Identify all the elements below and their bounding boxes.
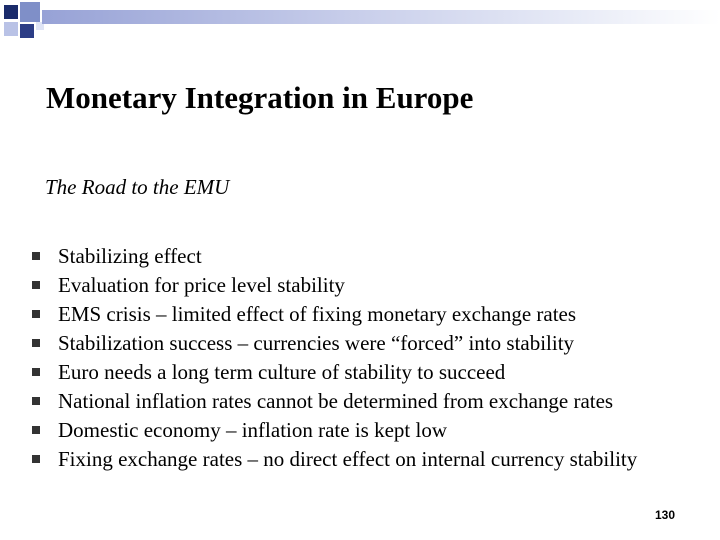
bullet-item [0,329,698,358]
slide-subtitle: The Road to the EMU [45,175,230,199]
bullet-item [0,271,698,300]
bullet-text: Evaluation for price level stability [58,273,345,297]
corner-square-icon [20,2,40,22]
corner-square-icon [4,5,18,19]
bullet-text: Domestic economy – inflation rate is kept low [58,418,447,442]
bullet-item [0,242,698,271]
top-gradient-bar [42,10,720,24]
bullet-text: Fixing exchange rates – no direct effect on internal currency stability [58,447,638,471]
slide-title: Monetary Integration in Europe [46,80,474,115]
bullet-text: Euro needs a long term culture of stability to succeed [58,360,506,384]
bullet-text: National inflation rates cannot be determined from exchange rates [58,389,614,413]
square-bullet-icon [32,310,40,318]
corner-square-icon [20,24,34,38]
bullet-text: EMS crisis – limited effect of fixing monetary exchange rates [58,302,577,326]
bullet-item [0,416,698,445]
bullet-item [0,387,698,416]
square-bullet-icon [32,426,40,434]
page-number: 130 [655,508,676,522]
square-bullet-icon [32,455,40,463]
square-bullet-icon [32,339,40,347]
bullet-item [0,445,698,474]
bullet-text: Stabilizing effect [58,244,202,268]
bullet-list [0,242,698,474]
bullet-text: Stabilization success – currencies were “forced” into stability [58,331,575,355]
square-bullet-icon [32,397,40,405]
corner-square-icon [4,22,18,36]
bullet-item [0,300,698,329]
square-bullet-icon [32,368,40,376]
bullet-item [0,358,698,387]
square-bullet-icon [32,281,40,289]
square-bullet-icon [32,252,40,260]
